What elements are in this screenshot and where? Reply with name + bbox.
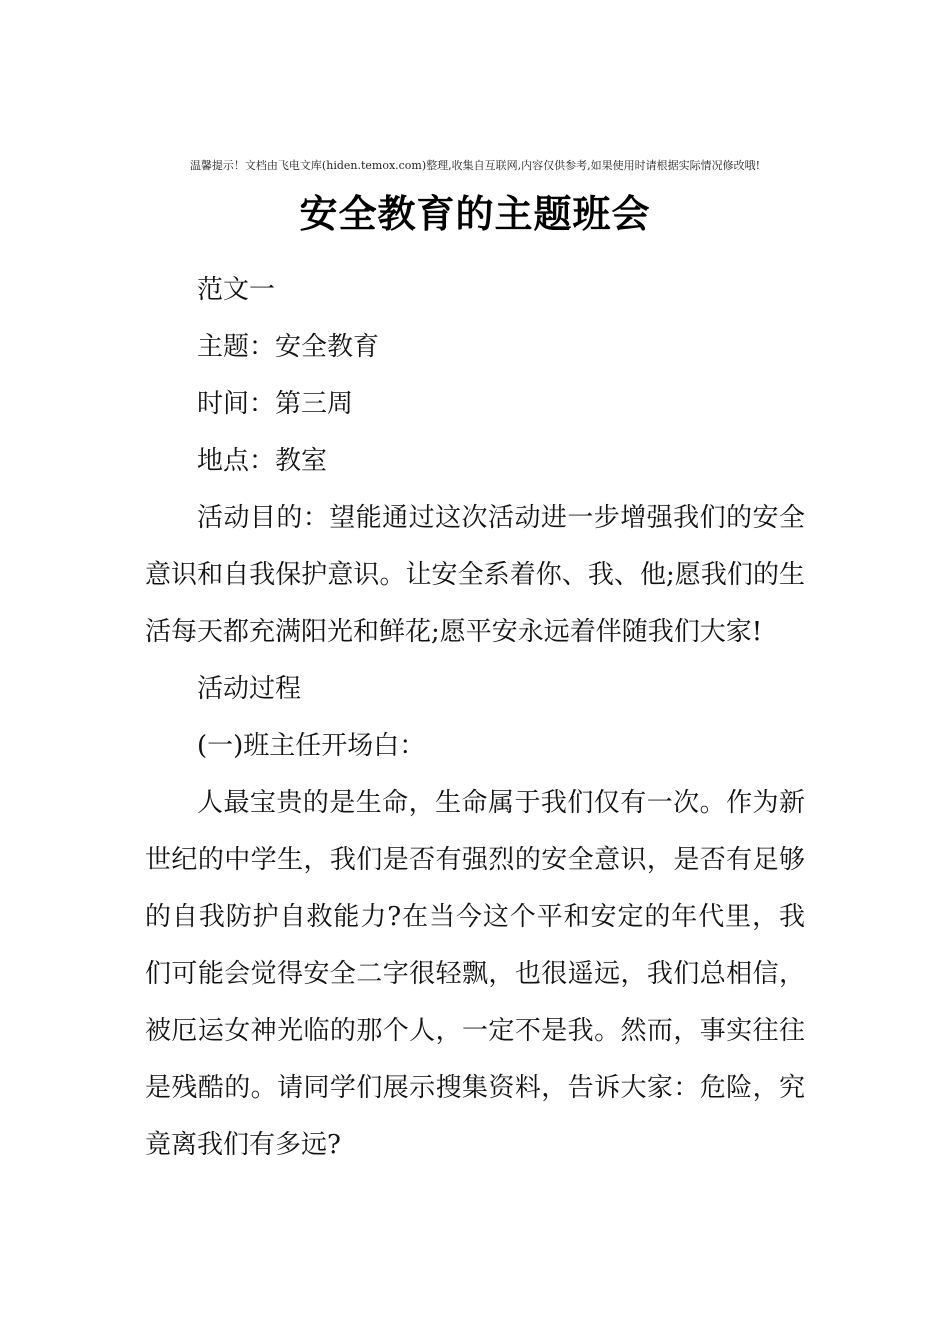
paragraph-time: 时间：第三周 xyxy=(197,389,354,419)
paragraph-sample-label: 范文一 xyxy=(197,275,276,305)
document-title: 安全教育的主题班会 xyxy=(299,192,651,236)
paragraph-process-heading: 活动过程 xyxy=(197,674,302,704)
paragraph-theme: 主题：安全教育 xyxy=(197,332,380,362)
paragraph-opening-speech: 人最宝贵的是生命，生命属于我们仅有一次。作为新世纪的中学生，我们是否有强烈的安全意识，是否有足够的自我防护自救能力?在当今这个平和安定的年代里，我们可能会觉得安全二字很轻飘，也很遥远，我们总相信，被厄运女神光临的那个人，一定不是我。然而，事实往往是残酷的。请同学们展示搜集资料，告诉大家：危险，究竟离我们有多远? xyxy=(145,788,805,1160)
paragraph-opening-heading: (一)班主任开场白： xyxy=(197,731,426,761)
paragraph-location: 地点：教室 xyxy=(197,446,328,476)
paragraph-purpose: 活动目的：望能通过这次活动进一步增强我们的安全意识和自我保护意识。让安全系着你、我、他;愿我们的生活每天都充满阳光和鲜花;愿平安永远着伴随我们大家! xyxy=(145,503,805,647)
download-notice: 温馨提示！文档由飞电文库(hiden.temox.com)整理,收集自互联网,内容仅供参考,如果使用时请根据实际情况修改哦! xyxy=(189,159,761,172)
document-body xyxy=(145,262,805,1174)
